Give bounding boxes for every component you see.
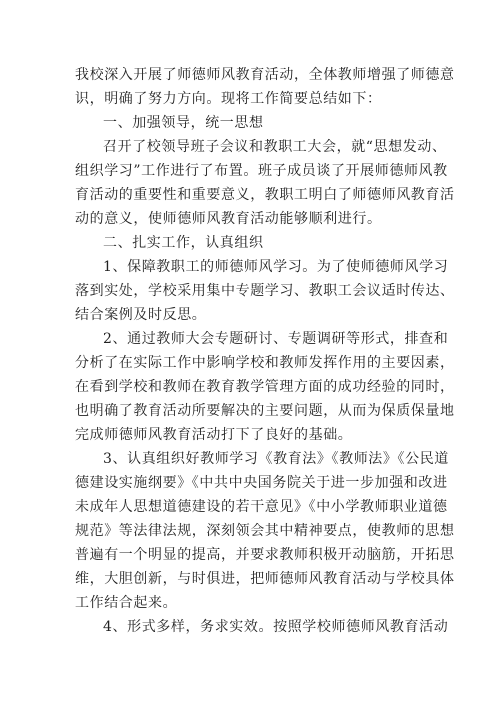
text-line: 规范》等法律法规，深刻领会其中精神要点，使教师的思想 — [75, 523, 455, 539]
text-line: 1、保障教职工的师德师风学习。为了使师德师风学习 — [103, 259, 449, 275]
text-line: 在看到学校和教师在教育教学管理方面的成功经验的同时， — [75, 379, 455, 395]
text-line: 识，明确了努力方向。现将工作简要总结如下： — [75, 91, 382, 107]
section-heading: 一、加强领导，统一思想 — [103, 115, 264, 131]
text-line: 也明确了教育活动所要解决的主要问题，从而为保质保量地 — [75, 403, 455, 419]
text-line: 未成年人思想道德建设的若干意见》《中小学教师职业道德 — [75, 499, 448, 515]
text-line: 组织学习”工作进行了布置。班子成员谈了开展师德师风教 — [75, 163, 448, 179]
text-line: 召开了校领导班子会议和教职工大会，就“思想发动、 — [103, 139, 447, 155]
text-line: 4、形式多样，务求实效。按照学校师德师风教育活动 — [103, 619, 449, 635]
text-line: 我校深入开展了师德师风教育活动，全体教师增强了师德意 — [75, 67, 455, 83]
text-line: 分析了在实际工作中影响学校和教师发挥作用的主要因素， — [75, 355, 455, 371]
text-line: 德建设实施纲要》《中共中央国务院关于进一步加强和改进 — [75, 475, 448, 491]
text-line: 结合案例及时反思。 — [75, 307, 207, 323]
text-line: 育活动的重要性和重要意义，教职工明白了师德师风教育活 — [75, 187, 455, 203]
section-heading: 二、扎实工作，认真组织 — [103, 235, 264, 251]
text-line: 工作结合起来。 — [75, 595, 178, 611]
text-line: 动的意义，使师德师风教育活动能够顺利进行。 — [75, 211, 382, 227]
text-line: 完成师德师风教育活动打下了良好的基础。 — [75, 427, 353, 443]
text-line: 落到实处，学校采用集中专题学习、教职工会议适时传达、 — [75, 283, 455, 299]
text-line: 2、通过教师大会专题研讨、专题调研等形式，排查和 — [103, 331, 449, 347]
text-line: 3、认真组织好教师学习《教育法》《教师法》《公民道 — [103, 451, 449, 467]
text-line: 维，大胆创新，与时俱进，把师德师风教育活动与学校具体 — [75, 571, 455, 587]
text-line: 普遍有一个明显的提高，并要求教师积极开动脑筋，开拓思 — [75, 547, 455, 563]
